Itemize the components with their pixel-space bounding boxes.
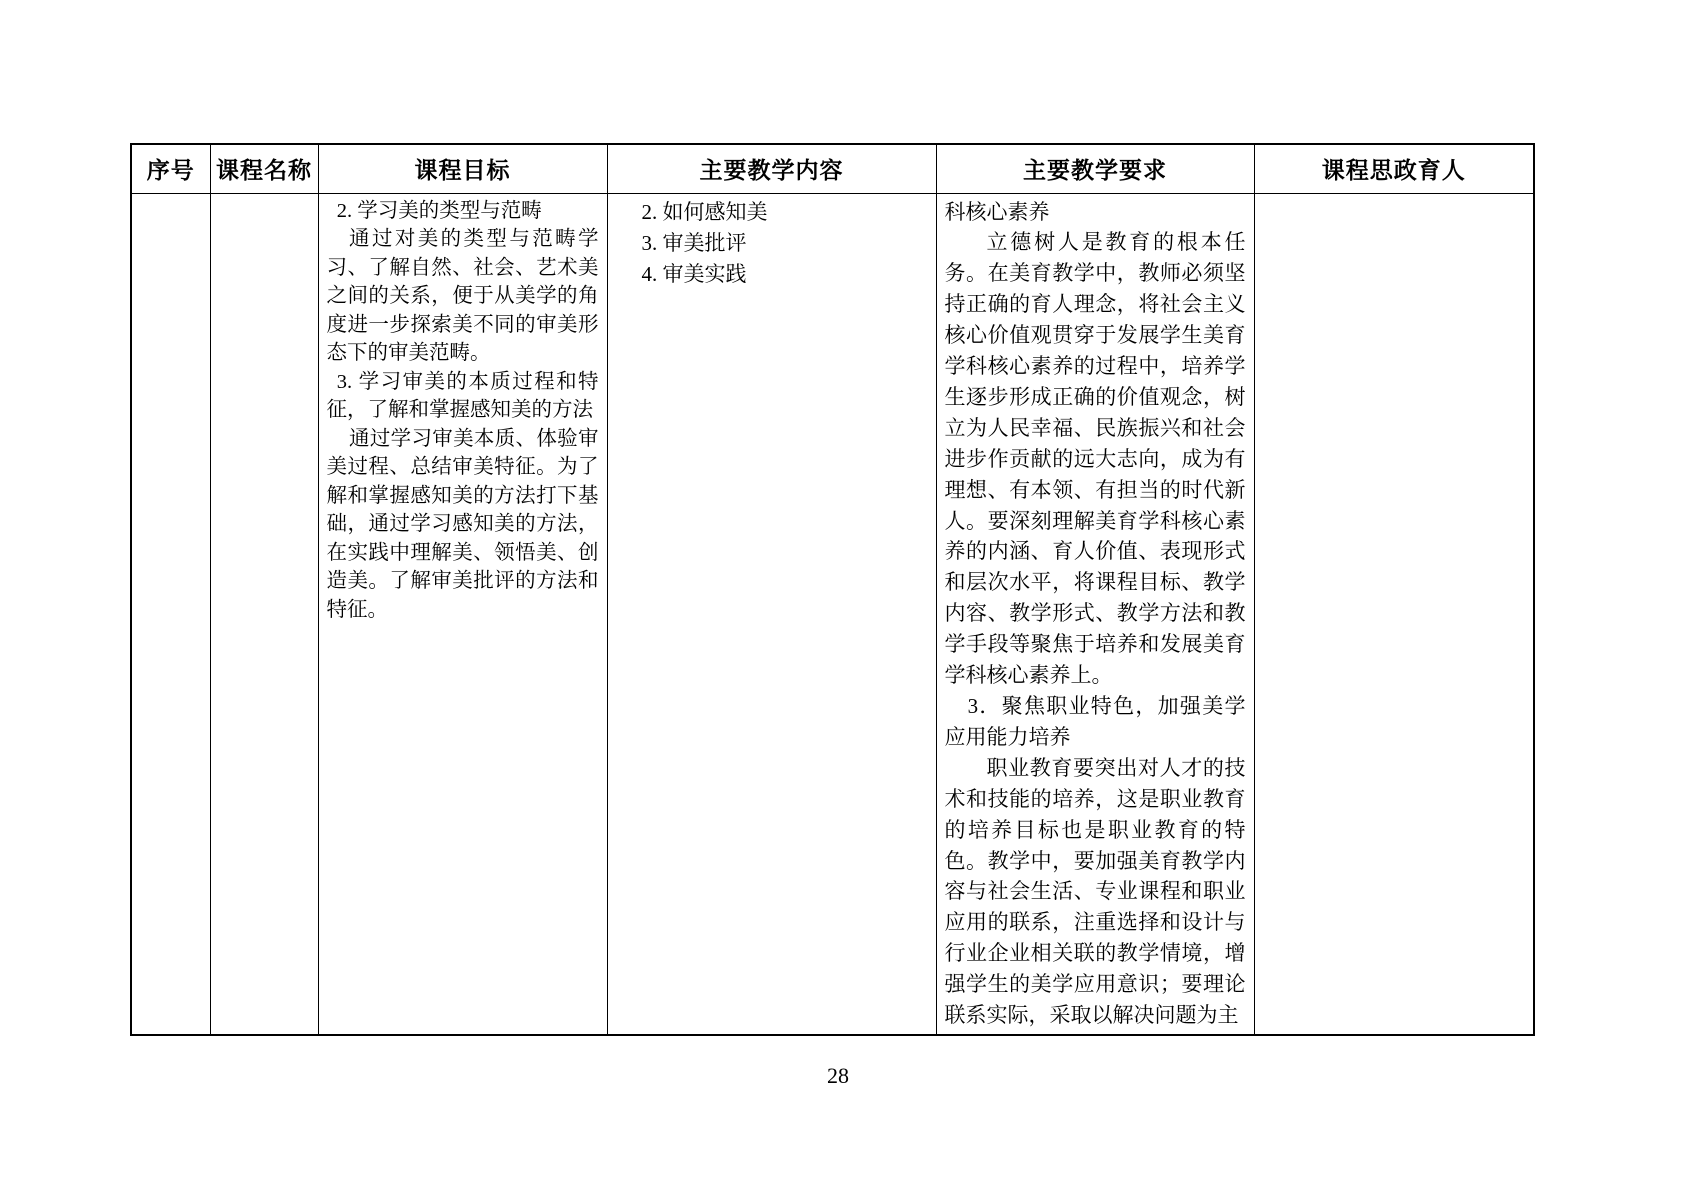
objectives-paragraph-2: 通过对美的类型与范畴学习、了解自然、社会、艺术美之间的关系，便于从美学的角度进一步探索美不同的审美形态下的审美范畴。	[326, 228, 599, 364]
column-header-course-name: 课程名称	[210, 144, 318, 193]
column-header-objectives: 课程目标	[318, 144, 607, 193]
table-body-row	[131, 193, 1534, 1035]
cell-ideology-education	[1254, 193, 1534, 1035]
curriculum-table	[130, 143, 1535, 1036]
page-number: 28	[827, 1063, 849, 1088]
objectives-paragraph-1: 2. 学习美的类型与范畴	[336, 199, 542, 222]
teaching-content-item-3: 4. 审美实践	[641, 261, 747, 286]
table-header-row	[131, 144, 1534, 193]
cell-index	[131, 193, 210, 1035]
objectives-paragraph-3: 3. 学习审美的本质过程和特征，了解和掌握感知美的方法	[326, 370, 599, 421]
requirements-paragraph-3: 3．聚焦职业特色，加强美学应用能力培养	[944, 694, 1246, 749]
column-header-teaching-content: 主要教学内容	[607, 144, 936, 193]
cell-objectives	[318, 193, 607, 1035]
teaching-content-item-1: 2. 如何感知美	[641, 199, 768, 224]
requirements-paragraph-1: 科核心素养	[944, 199, 1050, 224]
column-header-index: 序号	[131, 144, 210, 193]
objectives-paragraph-4: 通过学习审美本质、体验审美过程、总结审美特征。为了解和掌握感知美的方法打下基础，通过学习感知美的方法，在实践中理解美、领悟美、创造美。了解审美批评的方法和特征。	[326, 427, 599, 621]
column-header-ideology-education: 课程思政育人	[1254, 144, 1534, 193]
requirements-paragraph-2: 立德树人是教育的根本任务。在美育教学中，教师必须坚持正确的育人理念，将社会主义核心价值观贯穿于发展学生美育学科核心素养的过程中，培养学生逐步形成正确的价值观念，树立为人民幸福、民族振兴和社会进步作贡献的远大志向，成为有理想、有本领、有担当的时代新人。要深刻理解美育学科核心素养的内涵、育人价值、表现形式和层次水平，将课程目标、教学内容、教学形式、教学方法和教学手段等聚焦于培养和发展美育学科核心素养上。	[944, 230, 1246, 688]
column-header-teaching-requirements: 主要教学要求	[936, 144, 1254, 193]
cell-teaching-requirements	[936, 193, 1254, 1035]
requirements-paragraph-4: 职业教育要突出对人才的技术和技能的培养，这是职业教育的培养目标也是职业教育的特色。教学中，要加强美育教学内容与社会生活、专业课程和职业应用的联系，注重选择和设计与行业企业相关联的教学情境，增强学生的美学应用意识；要理论联系实际，采取以解决问题为主	[944, 755, 1246, 1028]
teaching-content-item-2: 3. 审美批评	[641, 230, 747, 255]
cell-course-name	[210, 193, 318, 1035]
cell-teaching-content	[607, 193, 936, 1035]
